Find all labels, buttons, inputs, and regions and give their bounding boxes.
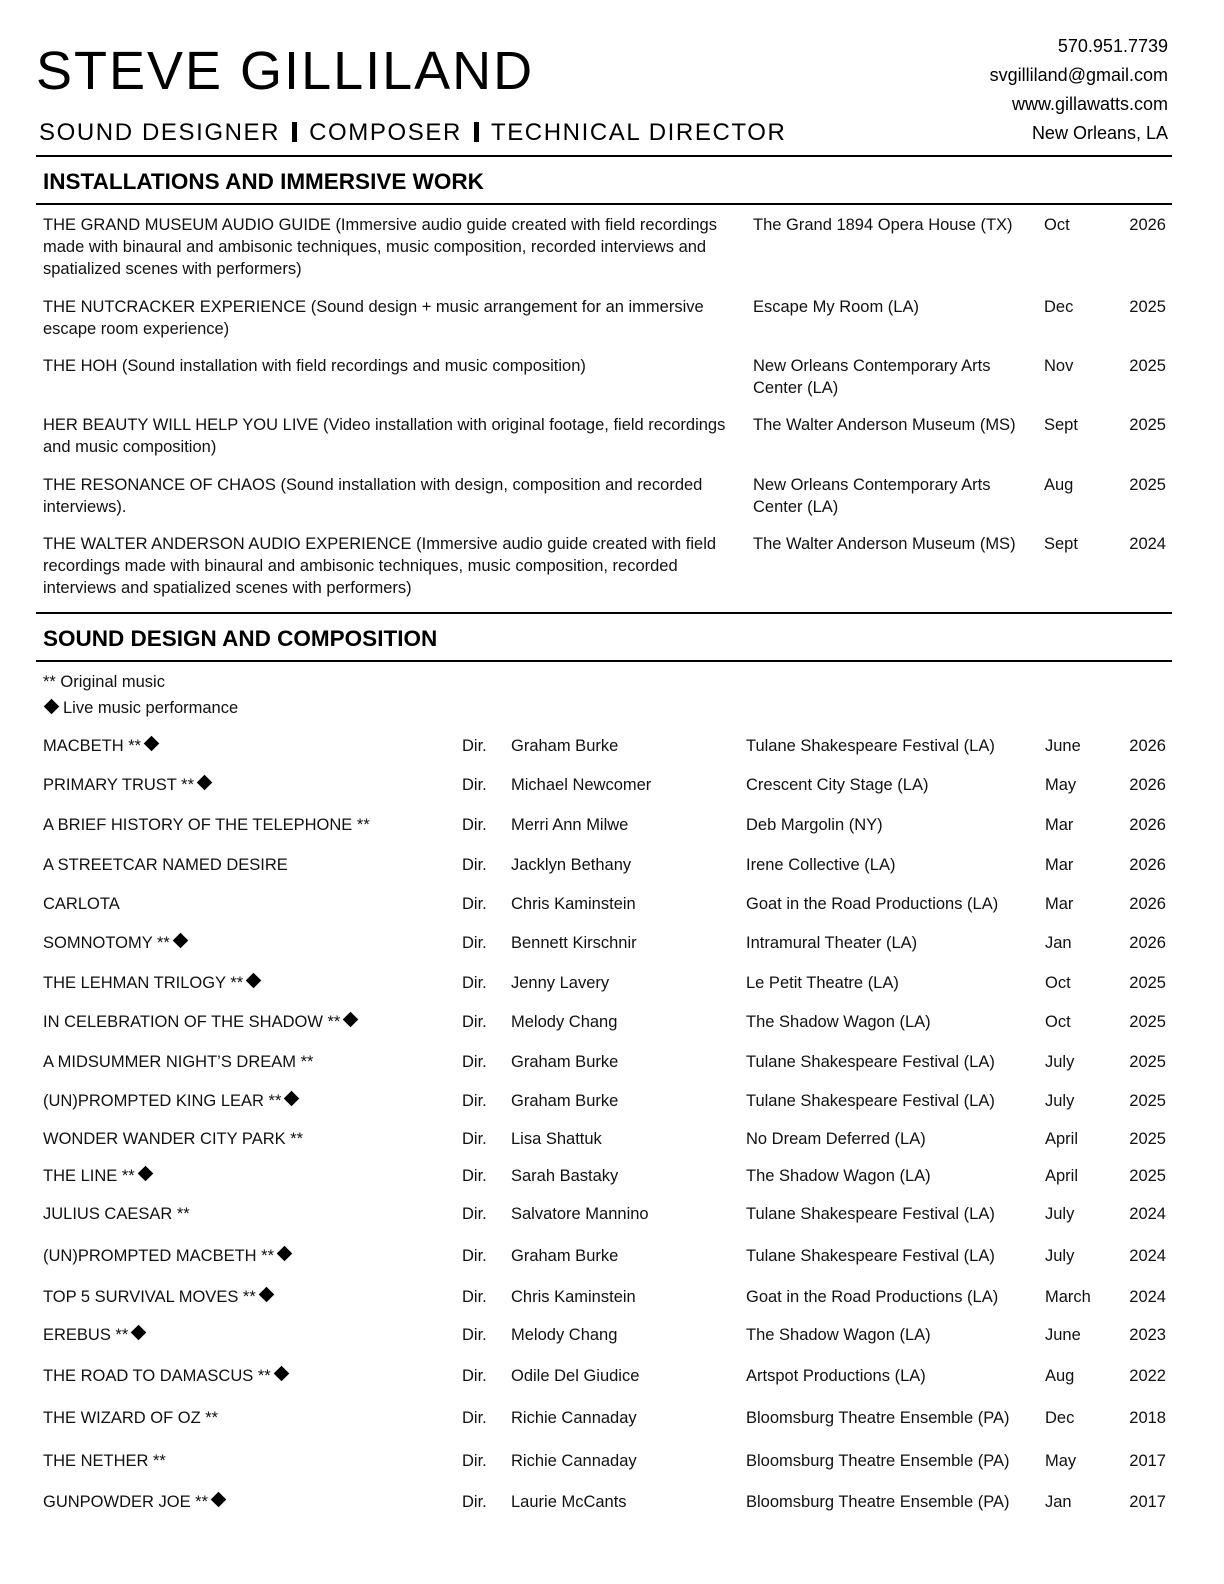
production-venue: Le Petit Theatre (LA) (746, 974, 899, 992)
production-title-text: THE LEHMAN TRILOGY ** (43, 974, 244, 992)
director-label: Dir. (462, 737, 487, 755)
production-row (0, 892, 1224, 916)
contact-block (990, 32, 1168, 148)
director-name: Salvatore Mannino (511, 1205, 649, 1223)
installation-month: Nov (1044, 357, 1074, 375)
director-label: Dir. (462, 1092, 487, 1110)
production-year: 2025 (1129, 974, 1166, 992)
production-month: Oct (1045, 974, 1071, 992)
production-month: March (1045, 1288, 1091, 1306)
production-row (0, 1127, 1224, 1151)
production-month: Jan (1045, 1493, 1072, 1511)
production-year: 2025 (1129, 1013, 1166, 1031)
production-title (43, 1323, 147, 1347)
production-year: 2017 (1129, 1493, 1166, 1511)
director-label: Dir. (462, 1288, 487, 1306)
production-row (0, 853, 1224, 877)
installation-venue: New Orleans Contemporary Arts Center (LA) (753, 357, 991, 397)
production-venue: Artspot Productions (LA) (746, 1367, 926, 1385)
production-title (43, 1089, 300, 1113)
installation-month: Oct (1044, 216, 1070, 234)
director-name: Graham Burke (511, 1247, 619, 1265)
installation-year: 2025 (1129, 476, 1166, 494)
director-label: Dir. (462, 856, 487, 874)
installation-description: THE NUTCRACKER EXPERIENCE (Sound design + music arrangement for an immersive escape room experience) (43, 298, 704, 338)
installation-venue: New Orleans Contemporary Arts Center (LA) (753, 476, 991, 516)
legend-original-music: ** Original music (43, 673, 165, 691)
production-title-text: PRIMARY TRUST ** (43, 776, 194, 794)
production-month: July (1045, 1053, 1075, 1071)
installation-year: 2024 (1129, 535, 1166, 553)
divider (36, 203, 1172, 205)
production-venue: Goat in the Road Productions (LA) (746, 1288, 999, 1306)
director-name: Melody Chang (511, 1326, 618, 1344)
production-row (0, 1323, 1224, 1347)
director-label: Dir. (462, 1452, 487, 1470)
resume-name: STEVE GILLILAND (36, 41, 535, 101)
production-year: 2026 (1129, 856, 1166, 874)
production-title (43, 1364, 290, 1388)
diamond-icon (173, 933, 189, 949)
contact-location: New Orleans, LA (1031, 123, 1168, 143)
production-title-text: SOMNOTOMY ** (43, 934, 170, 952)
production-year: 2025 (1129, 1130, 1166, 1148)
production-month: Mar (1045, 856, 1074, 874)
production-title-text: THE ROAD TO DAMASCUS ** (43, 1367, 271, 1385)
production-venue: No Dream Deferred (LA) (746, 1130, 926, 1148)
production-month: Dec (1045, 1409, 1075, 1427)
director-name: Chris Kaminstein (511, 1288, 636, 1306)
production-year: 2023 (1129, 1326, 1166, 1344)
diamond-icon (144, 736, 160, 752)
production-year: 2024 (1129, 1205, 1166, 1223)
production-month: Aug (1045, 1367, 1075, 1385)
production-row (0, 773, 1224, 797)
production-venue: Bloomsburg Theatre Ensemble (PA) (746, 1452, 1010, 1470)
production-row (0, 734, 1224, 758)
divider (36, 612, 1172, 614)
production-title-text: (UN)PROMPTED MACBETH ** (43, 1247, 275, 1265)
section-title-installations: INSTALLATIONS AND IMMERSIVE WORK (43, 169, 484, 194)
installation-year: 2026 (1129, 216, 1166, 234)
production-title (43, 971, 262, 995)
installation-year: 2025 (1129, 298, 1166, 316)
production-year: 2025 (1129, 1092, 1166, 1110)
production-title (43, 1202, 190, 1226)
installation-venue: Escape My Room (LA) (753, 298, 919, 316)
director-name: Michael Newcomer (511, 776, 652, 794)
section-title-sound-design: SOUND DESIGN AND COMPOSITION (43, 626, 438, 651)
roles-line (39, 118, 786, 148)
production-title-text: GUNPOWDER JOE ** (43, 1493, 209, 1511)
contact-email[interactable]: svgilliland@gmail.com (989, 65, 1168, 85)
production-title (43, 1050, 313, 1074)
production-title-text: A MIDSUMMER NIGHT’S DREAM ** (43, 1053, 314, 1071)
production-venue: Intramural Theater (LA) (746, 934, 918, 952)
director-label: Dir. (462, 1205, 487, 1223)
production-venue: Bloomsburg Theatre Ensemble (PA) (746, 1409, 1010, 1427)
production-venue: Irene Collective (LA) (746, 856, 896, 874)
director-name: Richie Cannaday (511, 1452, 637, 1470)
director-label: Dir. (462, 934, 487, 952)
production-title-text: A BRIEF HISTORY OF THE TELEPHONE ** (43, 816, 370, 834)
director-name: Richie Cannaday (511, 1409, 637, 1427)
director-name: Sarah Bastaky (511, 1167, 619, 1185)
divider (36, 660, 1172, 662)
production-venue: Crescent City Stage (LA) (746, 776, 929, 794)
director-label: Dir. (462, 1409, 487, 1427)
production-month: July (1045, 1247, 1075, 1265)
installation-description: THE RESONANCE OF CHAOS (Sound installation with design, composition and recorded interviews). (43, 476, 703, 516)
role-separator (474, 122, 479, 142)
production-venue: Tulane Shakespeare Festival (LA) (746, 1053, 995, 1071)
diamond-icon (131, 1325, 147, 1341)
director-name: Graham Burke (511, 737, 619, 755)
production-title-text: THE LINE ** (43, 1167, 135, 1185)
installation-venue: The Walter Anderson Museum (MS) (753, 535, 1016, 553)
production-title (43, 773, 213, 797)
production-row (0, 1449, 1224, 1473)
diamond-icon (137, 1166, 153, 1182)
production-row (0, 813, 1224, 837)
production-title-text: EREBUS ** (43, 1326, 129, 1344)
production-venue: Tulane Shakespeare Festival (LA) (746, 737, 995, 755)
director-name: Jacklyn Bethany (511, 856, 632, 874)
legend-live-performance (43, 697, 238, 719)
director-label: Dir. (462, 895, 487, 913)
director-name: Chris Kaminstein (511, 895, 636, 913)
production-year: 2025 (1129, 1053, 1166, 1071)
diamond-icon (258, 1287, 274, 1303)
production-month: Mar (1045, 816, 1074, 834)
production-title-text: JULIUS CAESAR ** (43, 1205, 190, 1223)
director-label: Dir. (462, 776, 487, 794)
installation-month: Sept (1044, 535, 1078, 553)
production-month: Jan (1045, 934, 1072, 952)
diamond-icon (277, 1246, 293, 1262)
director-name: Bennett Kirschnir (511, 934, 637, 952)
production-row (0, 1285, 1224, 1309)
production-title-text: (UN)PROMPTED KING LEAR ** (43, 1092, 282, 1110)
production-venue: The Shadow Wagon (LA) (746, 1326, 931, 1344)
director-name: Lisa Shattuk (511, 1130, 602, 1148)
production-year: 2022 (1129, 1367, 1166, 1385)
production-title (43, 1406, 218, 1430)
role-separator (292, 122, 297, 142)
installation-month: Sept (1044, 416, 1078, 434)
production-title (43, 1449, 166, 1473)
installation-venue: The Grand 1894 Opera House (TX) (753, 216, 1013, 234)
production-year: 2017 (1129, 1452, 1166, 1470)
director-label: Dir. (462, 1367, 487, 1385)
production-title-text: TOP 5 SURVIVAL MOVES ** (43, 1288, 256, 1306)
production-year: 2026 (1129, 776, 1166, 794)
installation-venue: The Walter Anderson Museum (MS) (753, 416, 1016, 434)
director-label: Dir. (462, 1247, 487, 1265)
director-name: Odile Del Giudice (511, 1367, 640, 1385)
production-row (0, 1164, 1224, 1188)
director-name: Merri Ann Milwe (511, 816, 629, 834)
production-title (43, 1490, 227, 1514)
production-month: July (1045, 1205, 1075, 1223)
production-month: April (1045, 1130, 1079, 1148)
diamond-icon (273, 1366, 289, 1382)
production-title (43, 734, 160, 758)
director-name: Graham Burke (511, 1053, 619, 1071)
production-year: 2026 (1129, 737, 1166, 755)
production-title-text: MACBETH ** (43, 737, 142, 755)
production-title (43, 892, 120, 916)
production-title-text: A STREETCAR NAMED DESIRE (43, 856, 288, 874)
diamond-icon (44, 699, 60, 715)
production-row (0, 1490, 1224, 1514)
production-row (0, 931, 1224, 955)
diamond-icon (343, 1012, 359, 1028)
production-month: June (1045, 1326, 1081, 1344)
role-sound-designer: SOUND DESIGNER (39, 119, 281, 146)
production-venue: Tulane Shakespeare Festival (LA) (746, 1247, 995, 1265)
installation-year: 2025 (1129, 357, 1166, 375)
production-year: 2026 (1129, 934, 1166, 952)
production-row (0, 1406, 1224, 1430)
production-year: 2025 (1129, 1167, 1166, 1185)
production-row (0, 971, 1224, 995)
production-title-text: IN CELEBRATION OF THE SHADOW ** (43, 1013, 341, 1031)
director-label: Dir. (462, 974, 487, 992)
diamond-icon (246, 973, 262, 989)
production-venue: Tulane Shakespeare Festival (LA) (746, 1205, 995, 1223)
production-month: May (1045, 776, 1077, 794)
installation-description: THE WALTER ANDERSON AUDIO EXPERIENCE (Immersive audio guide created with field recordings made with binaural and ambisonic techniques, music composition, recorded interviews and spatialized scenes with performers) (43, 535, 717, 597)
production-row (0, 1364, 1224, 1388)
diamond-icon (197, 775, 213, 791)
legend-live-label: Live music performance (63, 699, 239, 717)
production-month: June (1045, 737, 1081, 755)
director-label: Dir. (462, 1493, 487, 1511)
production-year: 2018 (1129, 1409, 1166, 1427)
diamond-icon (211, 1492, 227, 1508)
contact-phone: 570.951.7739 (1057, 36, 1168, 56)
installation-description: HER BEAUTY WILL HELP YOU LIVE (Video installation with original footage, field recordings and music composition) (43, 416, 726, 456)
installation-month: Dec (1044, 298, 1074, 316)
director-label: Dir. (462, 1013, 487, 1031)
production-title (43, 853, 288, 877)
production-venue: The Shadow Wagon (LA) (746, 1013, 931, 1031)
installation-description: THE HOH (Sound installation with field recordings and music composition) (43, 357, 586, 375)
director-name: Graham Burke (511, 1092, 619, 1110)
production-title-text: CARLOTA (43, 895, 120, 913)
production-row (0, 1050, 1224, 1074)
role-technical-director: TECHNICAL DIRECTOR (490, 119, 787, 146)
director-label: Dir. (462, 816, 487, 834)
production-row (0, 1202, 1224, 1226)
installation-description: THE GRAND MUSEUM AUDIO GUIDE (Immersive audio guide created with field recordings made with binaural and ambisonic techniques, music composition, recorded interviews and spatialized scenes with performers) (43, 216, 717, 278)
director-label: Dir. (462, 1326, 487, 1344)
production-year: 2026 (1129, 816, 1166, 834)
director-name: Melody Chang (511, 1013, 618, 1031)
production-title (43, 813, 370, 837)
role-composer: COMPOSER (309, 119, 462, 146)
production-venue: Deb Margolin (NY) (746, 816, 883, 834)
production-row (0, 1244, 1224, 1268)
production-title-text: THE WIZARD OF OZ ** (43, 1409, 219, 1427)
production-row (0, 1010, 1224, 1034)
production-month: Oct (1045, 1013, 1071, 1031)
director-name: Jenny Lavery (511, 974, 610, 992)
production-year: 2024 (1129, 1247, 1166, 1265)
production-title (43, 1285, 275, 1309)
production-venue: Bloomsburg Theatre Ensemble (PA) (746, 1493, 1010, 1511)
divider (36, 155, 1172, 157)
production-month: Mar (1045, 895, 1074, 913)
production-row (0, 1089, 1224, 1113)
director-name: Laurie McCants (511, 1493, 627, 1511)
diamond-icon (284, 1091, 300, 1107)
production-month: May (1045, 1452, 1077, 1470)
production-venue: Tulane Shakespeare Festival (LA) (746, 1092, 995, 1110)
production-title (43, 931, 189, 955)
production-venue: Goat in the Road Productions (LA) (746, 895, 999, 913)
production-month: April (1045, 1167, 1079, 1185)
contact-website[interactable]: www.gillawatts.com (1011, 94, 1168, 114)
production-venue: The Shadow Wagon (LA) (746, 1167, 931, 1185)
production-month: July (1045, 1092, 1075, 1110)
director-label: Dir. (462, 1130, 487, 1148)
director-label: Dir. (462, 1167, 487, 1185)
installation-year: 2025 (1129, 416, 1166, 434)
production-title-text: WONDER WANDER CITY PARK ** (43, 1130, 304, 1148)
production-title (43, 1244, 293, 1268)
production-year: 2026 (1129, 895, 1166, 913)
production-title (43, 1010, 359, 1034)
production-title (43, 1127, 303, 1151)
production-year: 2024 (1129, 1288, 1166, 1306)
installation-month: Aug (1044, 476, 1074, 494)
director-label: Dir. (462, 1053, 487, 1071)
production-title-text: THE NETHER ** (43, 1452, 166, 1470)
production-title (43, 1164, 154, 1188)
